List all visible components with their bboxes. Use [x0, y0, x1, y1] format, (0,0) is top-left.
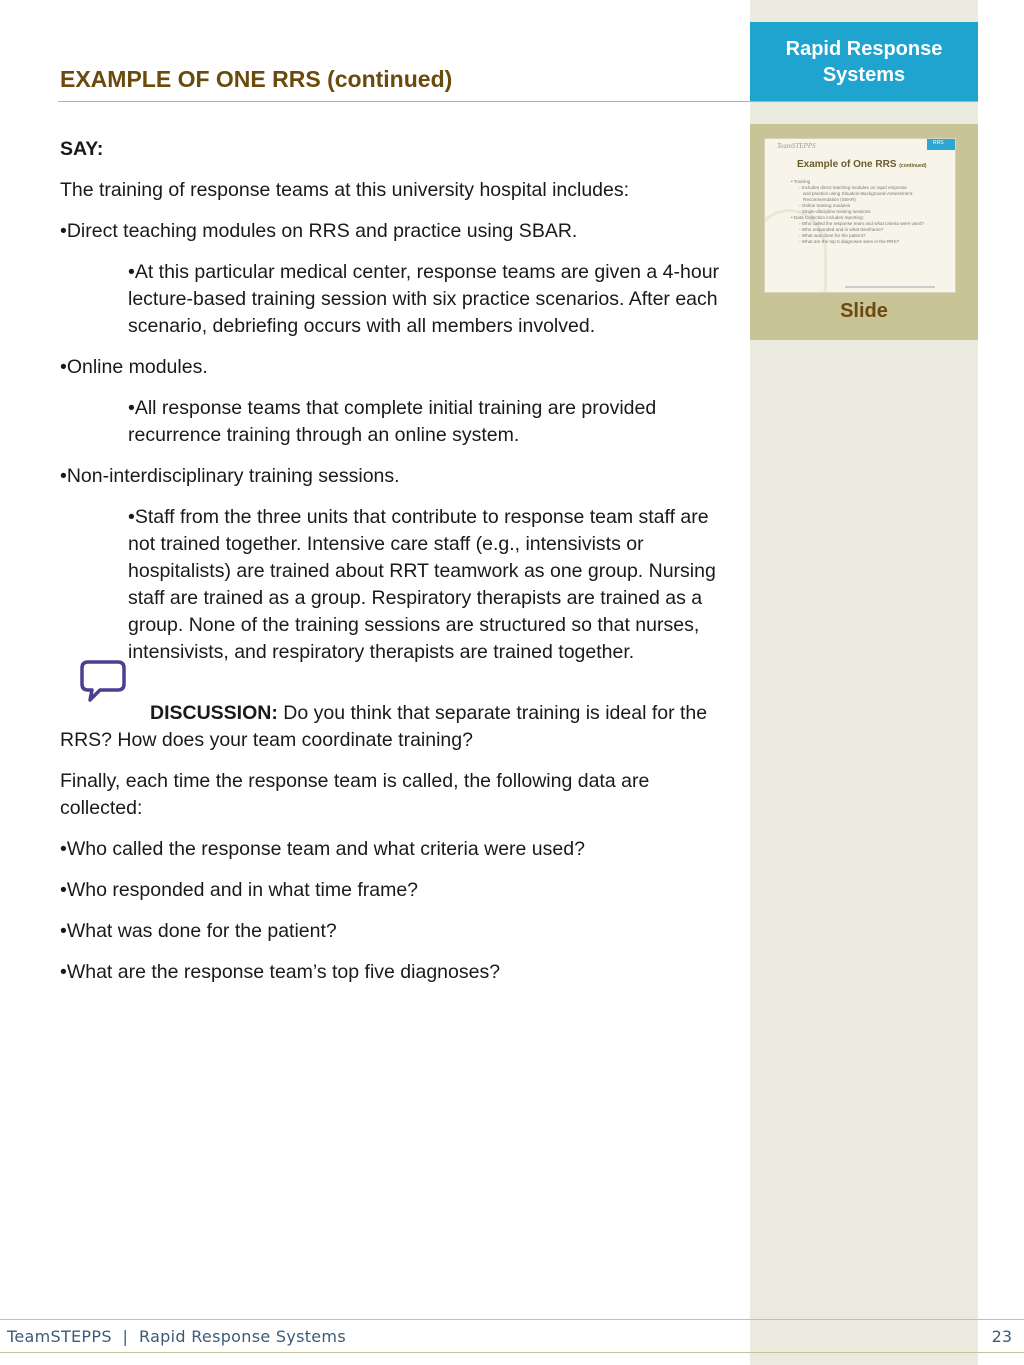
- bullet-direct-teaching: •Direct teaching modules on RRS and practice using SBAR.: [60, 220, 578, 242]
- section-tab-line1: Rapid Response: [785, 38, 943, 60]
- slide-thumbnail[interactable]: [764, 138, 956, 293]
- data-item: •What was done for the patient?: [60, 920, 337, 942]
- sub-bullet-staff: •Staff from the three units that contribute to response team staff are not trained together. Intensive care staff (e.g., intensivists or hospitalists) are trained about RRT teamwork as one group. Nursing staff are trained as a group. Respiratory therapists are trained as a group. None of the training sessions are structured so that nurses, intensivists, and respiratory therapists are trained together.: [128, 506, 716, 663]
- thumbnail-brand: TeamSTEPPS: [777, 142, 816, 150]
- footer-text: TeamSTEPPS | Rapid Response Systems: [7, 1327, 346, 1346]
- thumbnail-line: Recommendation (SBAR): [803, 197, 856, 202]
- bullet-non-interdisciplinary: •Non-interdisciplinary training sessions.: [60, 465, 400, 487]
- thumbnail-lines: [791, 179, 951, 245]
- section-tab: [750, 22, 978, 102]
- footer-divider-bottom: [0, 1352, 1024, 1353]
- speech-bubble-icon: [78, 658, 128, 706]
- data-item: •Who responded and in what time frame?: [60, 879, 419, 901]
- section-tab-line2: Systems: [822, 64, 906, 86]
- thumbnail-line: • Training: [791, 179, 811, 184]
- footer-divider-top: [0, 1319, 1024, 1320]
- thumbnail-line: ◦ Single-discipline training sessions: [799, 209, 871, 214]
- thumbnail-line: ◦ Who responded and in what timeframe?: [799, 227, 884, 232]
- page-number: 23: [991, 1327, 1012, 1346]
- thumbnail-line: ◦ What was done for the patient?: [799, 233, 866, 238]
- discussion-paragraph: [60, 700, 730, 754]
- sub-bullet-recurrence: •All response teams that complete initial training are provided recurrence training through an online system.: [128, 397, 657, 446]
- thumbnail-line: ◦ What are the top 5 diagnoses seen in the RRS?: [799, 239, 900, 244]
- thumbnail-tag: RRS: [927, 139, 955, 150]
- data-item: •Who called the response team and what criteria were used?: [60, 838, 585, 860]
- title-divider: [58, 101, 978, 102]
- thumbnail-line: and practice using Situation-Background-Assessment-: [803, 191, 914, 196]
- page-title: EXAMPLE OF ONE RRS (continued): [60, 66, 453, 92]
- data-intro: Finally, each time the response team is called, the following data are collected:: [60, 770, 650, 819]
- thumbnail-title: Example of One RRS (continued): [797, 159, 927, 170]
- intro-text: The training of response teams at this university hospital includes:: [60, 179, 630, 201]
- thumbnail-footer-line: [845, 286, 935, 288]
- bullet-online-modules: •Online modules.: [60, 356, 208, 378]
- discussion-text: Do you think that separate training is ideal for the RRS? How does your team coordinate training?: [60, 702, 708, 751]
- discussion-label: DISCUSSION:: [150, 702, 278, 724]
- slide-panel: [750, 124, 978, 340]
- thumbnail-line: ◦ Includes direct teaching modules on rapid response: [799, 185, 907, 190]
- sub-bullet-lecture: •At this particular medical center, response teams are given a 4-hour lecture-based training session with six practice scenarios. After each scenario, debriefing occurs with all members involved.: [128, 261, 720, 337]
- thumbnail-line: ◦ Who called the response team and what criteria were used?: [799, 221, 924, 226]
- notes-content: [60, 136, 730, 1000]
- thumbnail-line: • Data Collection includes reporting:: [791, 215, 864, 220]
- thumbnail-line: ◦ Online training modules: [799, 203, 851, 208]
- slide-label: Slide: [840, 300, 888, 322]
- say-label: SAY:: [60, 138, 104, 160]
- data-items-list: [60, 836, 730, 986]
- data-item: •What are the response team’s top five diagnoses?: [60, 961, 501, 983]
